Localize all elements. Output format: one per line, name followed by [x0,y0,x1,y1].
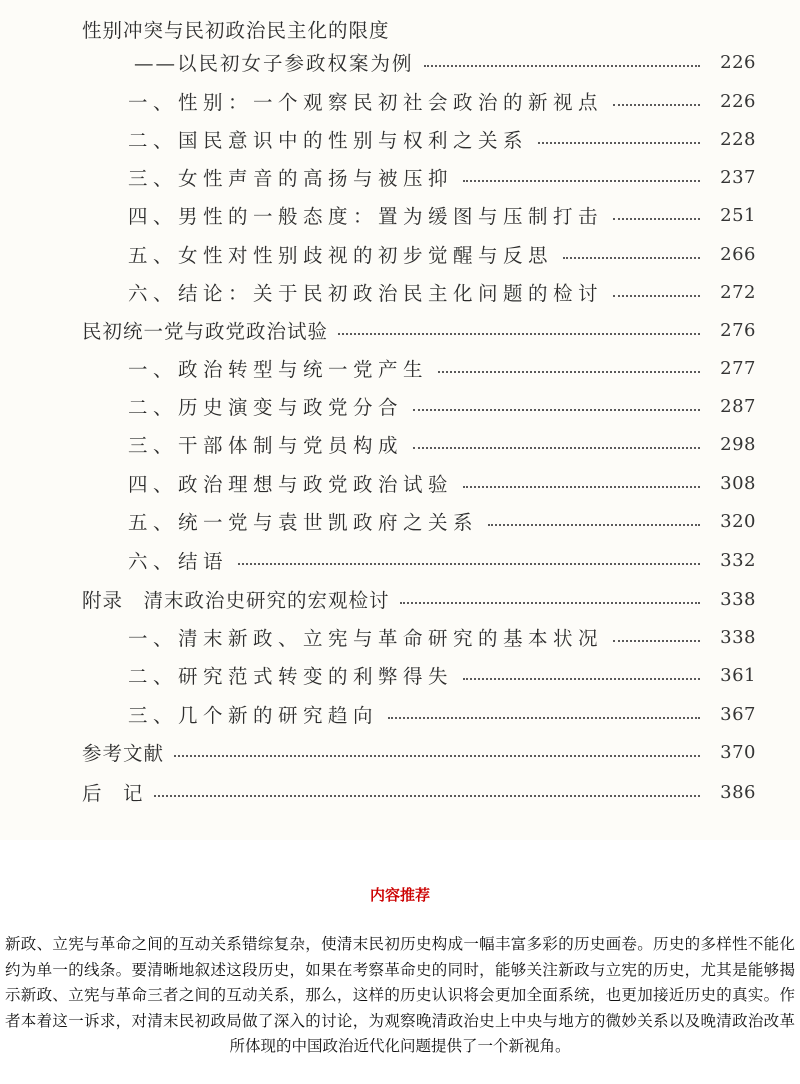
toc-dot-leader [174,755,700,757]
toc-section-entry [0,389,800,423]
toc-section-entry [0,504,800,538]
toc-dot-leader [613,295,700,297]
toc-page-number: 338 [720,588,756,610]
toc-dot-leader [338,333,700,335]
toc-entry-title: 五、统一党与袁世凯政府之关系 [128,511,479,534]
toc-entry-title: 五、女性对性别歧视的初步觉醒与反思 [128,244,554,267]
toc-page-number: 237 [720,166,756,188]
toc-dot-leader [563,257,700,259]
toc-entry-title: 六、结论：关于民初政治民主化问题的检讨 [128,282,604,305]
toc-chapter-entry [0,775,800,809]
toc-dot-leader [463,678,700,680]
recommendation-body: 新政、立宪与革命之间的互动关系错综复杂，使清末民初历史构成一幅丰富多彩的历史画卷。历史的多样性不能化约为单一的线条。要清晰地叙述这段历史，如果在考察革命史的同时，能够关注新政与立宪的历史，尤其是能够揭示新政、立宪与革命三者之间的互动关系，那么，这样的历史认识将会更加全面系统，也更加接近历史的真实。作者本着这一诉求，对清末民初政局做了深入的讨论，为观察晚清政治史上中央与地方的微妙关系以及晚清政治改革所体现的中国政治近代化问题提供了一个新视角。 [5,935,795,1055]
toc-section-entry [0,122,800,156]
recommendation-heading: 内容推荐 [369,886,430,904]
toc-section-entry [0,275,800,309]
toc-entry-title: 民初统一党与政党政治试验 [82,320,329,343]
toc-chapter-entry [0,313,800,347]
toc-page-number: 332 [720,549,756,571]
toc-section-entry [0,427,800,461]
toc-section-entry [0,697,800,731]
toc-page-number: 298 [720,433,756,455]
toc-dot-leader [438,371,700,373]
toc-page-number: 226 [720,51,756,73]
toc-dot-leader [413,447,700,449]
toc-chapter-entry [0,12,800,46]
toc-section-entry [0,543,800,577]
toc-entry-title: 后 记 [82,782,144,805]
toc-dot-leader [538,142,700,144]
toc-dot-leader [238,563,700,565]
toc-entry-title: 参考文献 [82,742,165,765]
toc-dot-leader [154,795,700,797]
toc-entry-title: 性别冲突与民初政治民主化的限度 [82,19,390,42]
toc-page-number: 251 [720,204,756,226]
toc-dot-leader [400,602,700,604]
toc-dot-leader [463,180,700,182]
toc-dot-leader [488,524,700,526]
toc-page-number: 226 [720,90,756,112]
toc-page-number: 277 [720,357,756,379]
toc-entry-title: 二、国民意识中的性别与权利之关系 [128,129,529,152]
toc-page-number: 272 [720,281,756,303]
toc-page-number: 287 [720,395,756,417]
toc-entry-title: 四、政治理想与政党政治试验 [128,473,454,496]
toc-entry-title: 六、结语 [128,550,229,573]
toc-dot-leader [613,218,700,220]
toc-page-number: 338 [720,626,756,648]
toc-entry-title: 三、几个新的研究趋向 [128,704,379,727]
toc-entry-title: 三、女性声音的高扬与被压抑 [128,167,454,190]
toc-entry-title: 三、干部体制与党员构成 [128,434,404,457]
toc-section-entry [0,45,800,79]
toc-entry-title: ——以民初女子参政权案为例 [134,52,414,75]
toc-section-entry [0,620,800,654]
toc-entry-title: 二、研究范式转变的利弊得失 [128,665,454,688]
toc-page-number: 361 [720,664,756,686]
toc-page-number: 266 [720,243,756,265]
toc-dot-leader [424,65,700,67]
toc-chapter-entry [0,582,800,616]
toc-dot-leader [613,640,700,642]
toc-section-entry [0,237,800,271]
toc-section-entry [0,466,800,500]
toc-entry-title: 二、历史演变与政党分合 [128,396,404,419]
toc-section-entry [0,351,800,385]
toc-entry-title: 一、性别：一个观察民初社会政治的新视点 [128,91,604,114]
toc-page-number: 276 [720,319,756,341]
toc-page-number: 308 [720,472,756,494]
toc-dot-leader [388,717,700,719]
toc-entry-title: 附录 清末政治史研究的宏观检讨 [82,589,390,612]
toc-dot-leader [463,486,700,488]
toc-page-number: 320 [720,510,756,532]
toc-dot-leader [613,104,700,106]
toc-dot-leader [413,409,700,411]
toc-entry-title: 一、清末新政、立宪与革命研究的基本状况 [128,627,604,650]
toc-chapter-entry [0,735,800,769]
toc-page-number: 367 [720,703,756,725]
toc-entry-title: 四、男性的一般态度：置为缓图与压制打击 [128,205,604,228]
toc-section-entry [0,84,800,118]
toc-section-entry [0,160,800,194]
toc-page-number: 370 [720,741,756,763]
toc-page-number: 228 [720,128,756,150]
toc-page-number: 386 [720,781,756,803]
toc-entry-title: 一、政治转型与统一党产生 [128,358,429,381]
toc-section-entry [0,658,800,692]
toc-section-entry [0,198,800,232]
